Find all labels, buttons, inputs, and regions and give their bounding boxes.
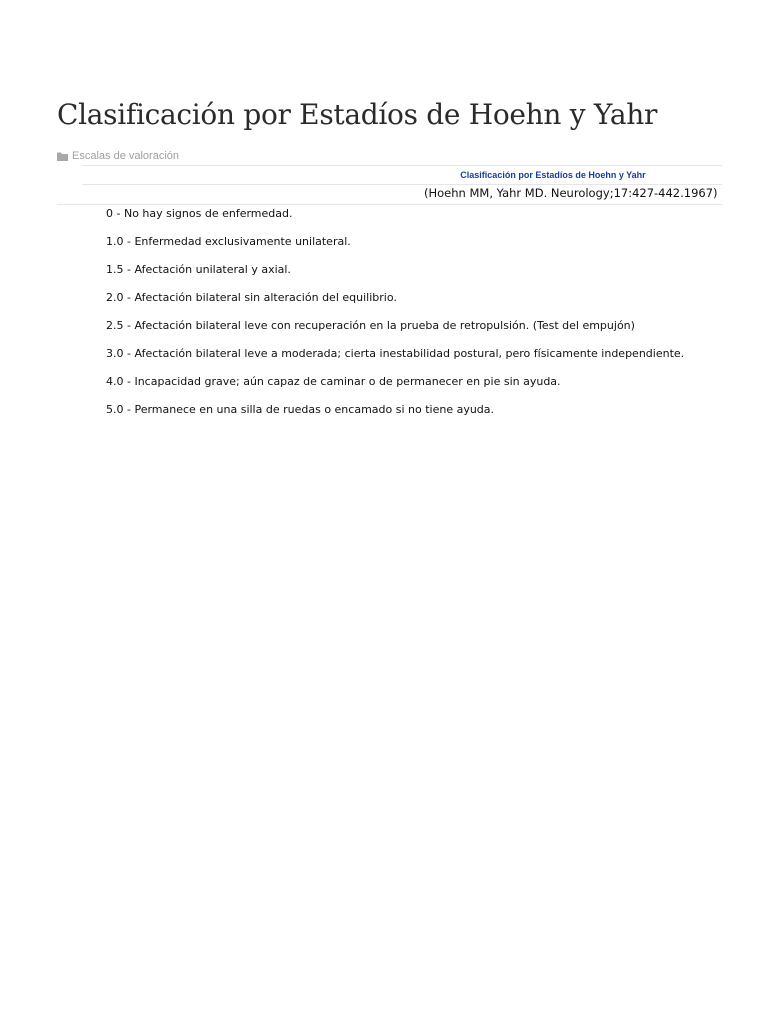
stage-item-0: 0 - No hay signos de enfermedad. xyxy=(106,207,293,220)
stage-item-2-5: 2.5 - Afectación bilateral leve con recuperación en la prueba de retropulsión. (Test del empujón) xyxy=(106,319,635,332)
divider xyxy=(57,204,722,205)
divider xyxy=(82,184,722,185)
table-header: Clasificación por Estadíos de Hoehn y Yahr xyxy=(460,170,646,180)
divider xyxy=(82,165,722,166)
stage-list xyxy=(106,207,684,431)
stage-item-2-0: 2.0 - Afectación bilateral sin alteración del equilibrio. xyxy=(106,291,397,304)
category-label: Escalas de valoración xyxy=(72,150,180,162)
stage-item-3-0: 3.0 - Afectación bilateral leve a moderada; cierta inestabilidad postural, pero físicamente independiente. xyxy=(106,347,685,360)
stage-item-4-0: 4.0 - Incapacidad grave; aún capaz de caminar o de permanecer en pie sin ayuda. xyxy=(106,375,561,388)
stage-item-5-0: 5.0 - Permanece en una silla de ruedas o encamado si no tiene ayuda. xyxy=(106,403,495,416)
stage-item-1-5: 1.5 - Afectación unilateral y axial. xyxy=(106,263,291,276)
citation: (Hoehn MM, Yahr MD. Neurology;17:427-442.1967) xyxy=(424,186,718,200)
category-link[interactable] xyxy=(57,150,179,162)
stage-item-1-0: 1.0 - Enfermedad exclusivamente unilateral. xyxy=(106,235,351,248)
page-title: Clasificación por Estadíos de Hoehn y Yahr xyxy=(57,98,658,131)
folder-icon xyxy=(57,152,68,161)
